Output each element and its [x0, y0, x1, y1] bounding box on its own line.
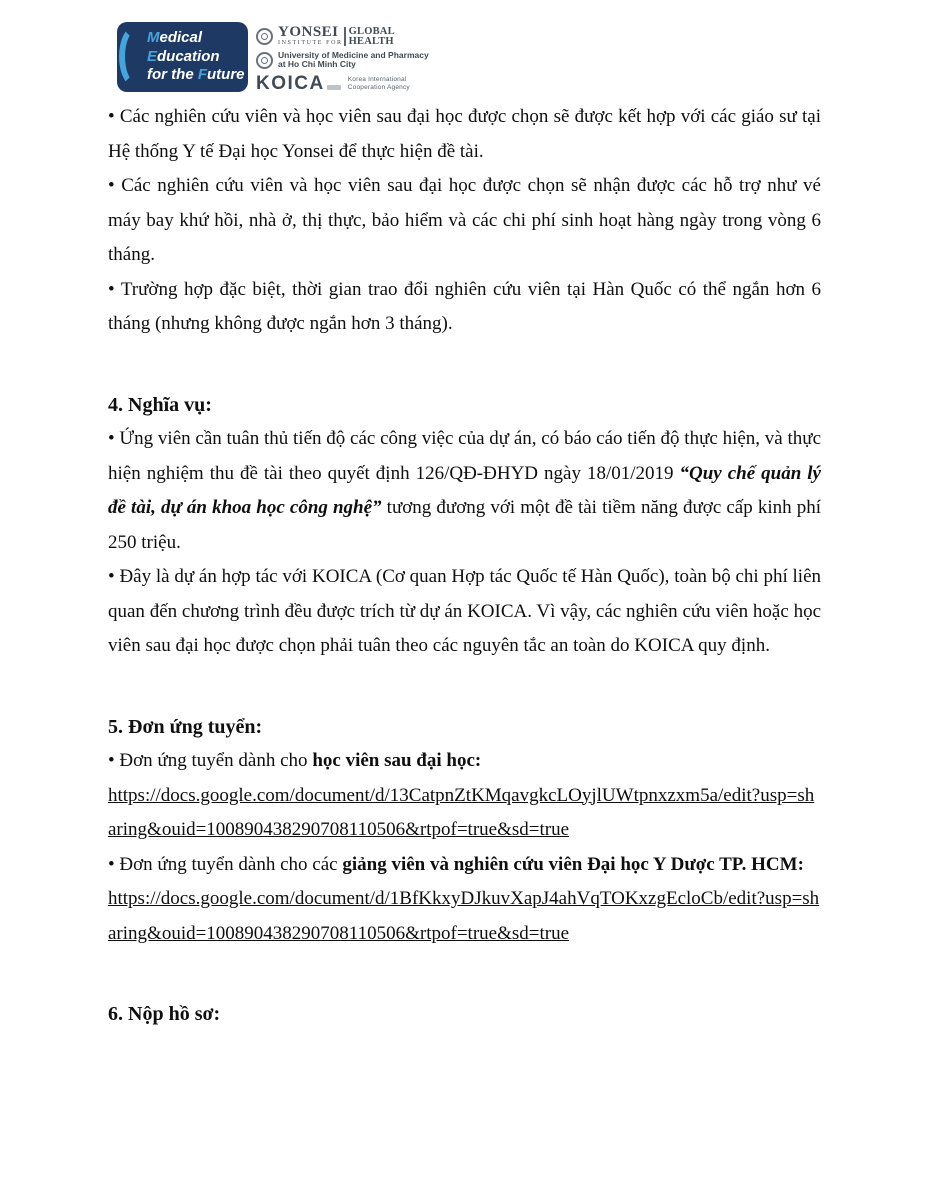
mef-logo-text	[147, 29, 245, 85]
mef-rest-1: edical	[159, 29, 203, 46]
bullet-marker: •	[108, 106, 120, 127]
bullet-text: tương đương với một đề tài tiềm năng được cấp kinh phí 250 triệu.	[108, 497, 821, 553]
yonsei-subtitle: INSTITUTE FOR	[278, 40, 343, 46]
ump-name-line1: University of Medicine and Pharmacy	[278, 50, 429, 60]
lecturer-audience-emphasis: giảng viên và nghiên cứu viên Đại học Y Dược TP. HCM:	[342, 853, 804, 875]
koica-tagline	[348, 76, 410, 91]
bullet-item-application-postgrad	[108, 744, 821, 779]
koica-tagline-line2: Cooperation Agency	[347, 83, 410, 91]
section-heading-obligations: 4. Nghĩa vụ:	[108, 393, 212, 416]
document-header	[117, 22, 429, 93]
bullet-text: Ứng viên cần tuân thủ tiến độ các công việc của dự án, có báo cáo tiến độ thực hiện, và thực hiện nghiệm thu đề tài theo quyết định 126/QĐ-ĐHYD ngày 18/01/2019	[108, 428, 821, 484]
ump-logo	[256, 51, 429, 69]
bullet-item-duration	[108, 273, 821, 342]
yonsei-emblem-icon	[256, 28, 273, 45]
ump-name-line2: at Ho Chi Minh City	[278, 59, 356, 69]
application-link-lecturers[interactable]: https://docs.google.com/document/d/1BfKkxyDJkuvXapJ4ahVqTOKxzgEcloCb/edit?usp=sharing&ouid=100890438290708110506&rtpof=true&sd=true	[108, 888, 820, 944]
document-body	[108, 100, 821, 1032]
yonsei-right-block	[349, 27, 395, 47]
mef-rest-2: ducation	[157, 47, 220, 65]
bullet-item-professors	[108, 100, 821, 169]
regulation-title-emphasis: “Quy chế quản lý đề tài, dự án khoa học công nghệ”	[108, 462, 821, 518]
mef-logo	[117, 22, 248, 92]
bullet-marker: •	[108, 750, 120, 771]
yonsei-name: YONSEI	[278, 24, 339, 40]
bullet-text: Đây là dự án hợp tác với KOICA (Cơ quan Hợp tác Quốc tế Hàn Quốc), toàn bộ chi phí liên quan đến chương trình đều được trích từ dự án KOICA. Vì vậy, các nghiên cứu viên hoặc học viên sau đại học được chọn phải tuân theo các nguyên tắc an toàn do KOICA quy định.	[108, 566, 821, 656]
bullet-item-application-lecturers	[108, 848, 821, 883]
yonsei-logo-text	[278, 26, 395, 47]
yonsei-global: GLOBAL	[348, 25, 395, 37]
bullet-text: Các nghiên cứu viên và học viên sau đại học được chọn sẽ được kết hợp với các giáo sư tại Hệ thống Y tế Đại học Yonsei để thực hiện đề tài.	[108, 106, 821, 162]
ump-emblem-icon	[256, 52, 273, 69]
bullet-item-compliance	[108, 422, 821, 560]
bullet-text: Đơn ứng tuyển dành cho các	[119, 853, 343, 875]
mef-initial-m: M	[147, 29, 160, 46]
mef-line-1	[147, 29, 245, 48]
mef-rest-3: uture	[207, 66, 245, 83]
mef-initial-f: F	[197, 66, 208, 83]
koica-mark-icon	[327, 85, 341, 90]
mef-prefix-3: for the	[147, 66, 198, 83]
bullet-marker: •	[108, 278, 121, 300]
koica-name: KOICA	[256, 73, 325, 94]
mef-line-2	[147, 48, 245, 67]
mef-line-3	[147, 66, 245, 85]
bullet-marker: •	[108, 175, 122, 196]
yonsei-left-block	[278, 26, 343, 47]
yonsei-divider	[344, 27, 346, 46]
bullet-item-koica-rules	[108, 560, 821, 664]
koica-logo	[256, 74, 429, 93]
bullet-text: Các nghiên cứu viên và học viên sau đại học được chọn sẽ nhận được các hỗ trợ như vé máy bay khứ hồi, nhà ở, thị thực, bảo hiểm và các chi phí sinh hoạt hàng ngày trong vòng 6 tháng.	[108, 175, 821, 265]
mef-initial-e: E	[147, 47, 158, 65]
koica-tagline-line1: Korea International	[347, 76, 407, 83]
postgrad-audience-emphasis: học viên sau đại học:	[312, 750, 482, 771]
application-link-postgrad[interactable]: https://docs.google.com/document/d/13CatpnZtKMqavgkcLOyjlUWtpnxzxm5a/edit?usp=sharing&ouid=100890438290708110506&rtpof=true&sd=true	[108, 784, 815, 840]
partner-logos	[256, 26, 429, 93]
bullet-item-support	[108, 169, 821, 273]
bullet-text: Trường hợp đặc biệt, thời gian trao đổi nghiên cứu viên tại Hàn Quốc có thể ngắn hơn 6 tháng (nhưng không được ngắn hơn 3 tháng).	[108, 278, 821, 334]
bullet-marker: •	[108, 853, 120, 875]
section-heading-submission: 6. Nộp hồ sơ:	[108, 1003, 221, 1025]
bullet-marker: •	[108, 428, 120, 449]
yonsei-logo	[256, 26, 429, 47]
bullet-marker: •	[108, 566, 120, 587]
yonsei-health: HEALTH	[348, 35, 394, 47]
ump-logo-text	[278, 51, 429, 69]
section-heading-application: 5. Đơn ứng tuyển:	[108, 715, 263, 738]
bullet-text: Đơn ứng tuyển dành cho	[119, 750, 313, 771]
